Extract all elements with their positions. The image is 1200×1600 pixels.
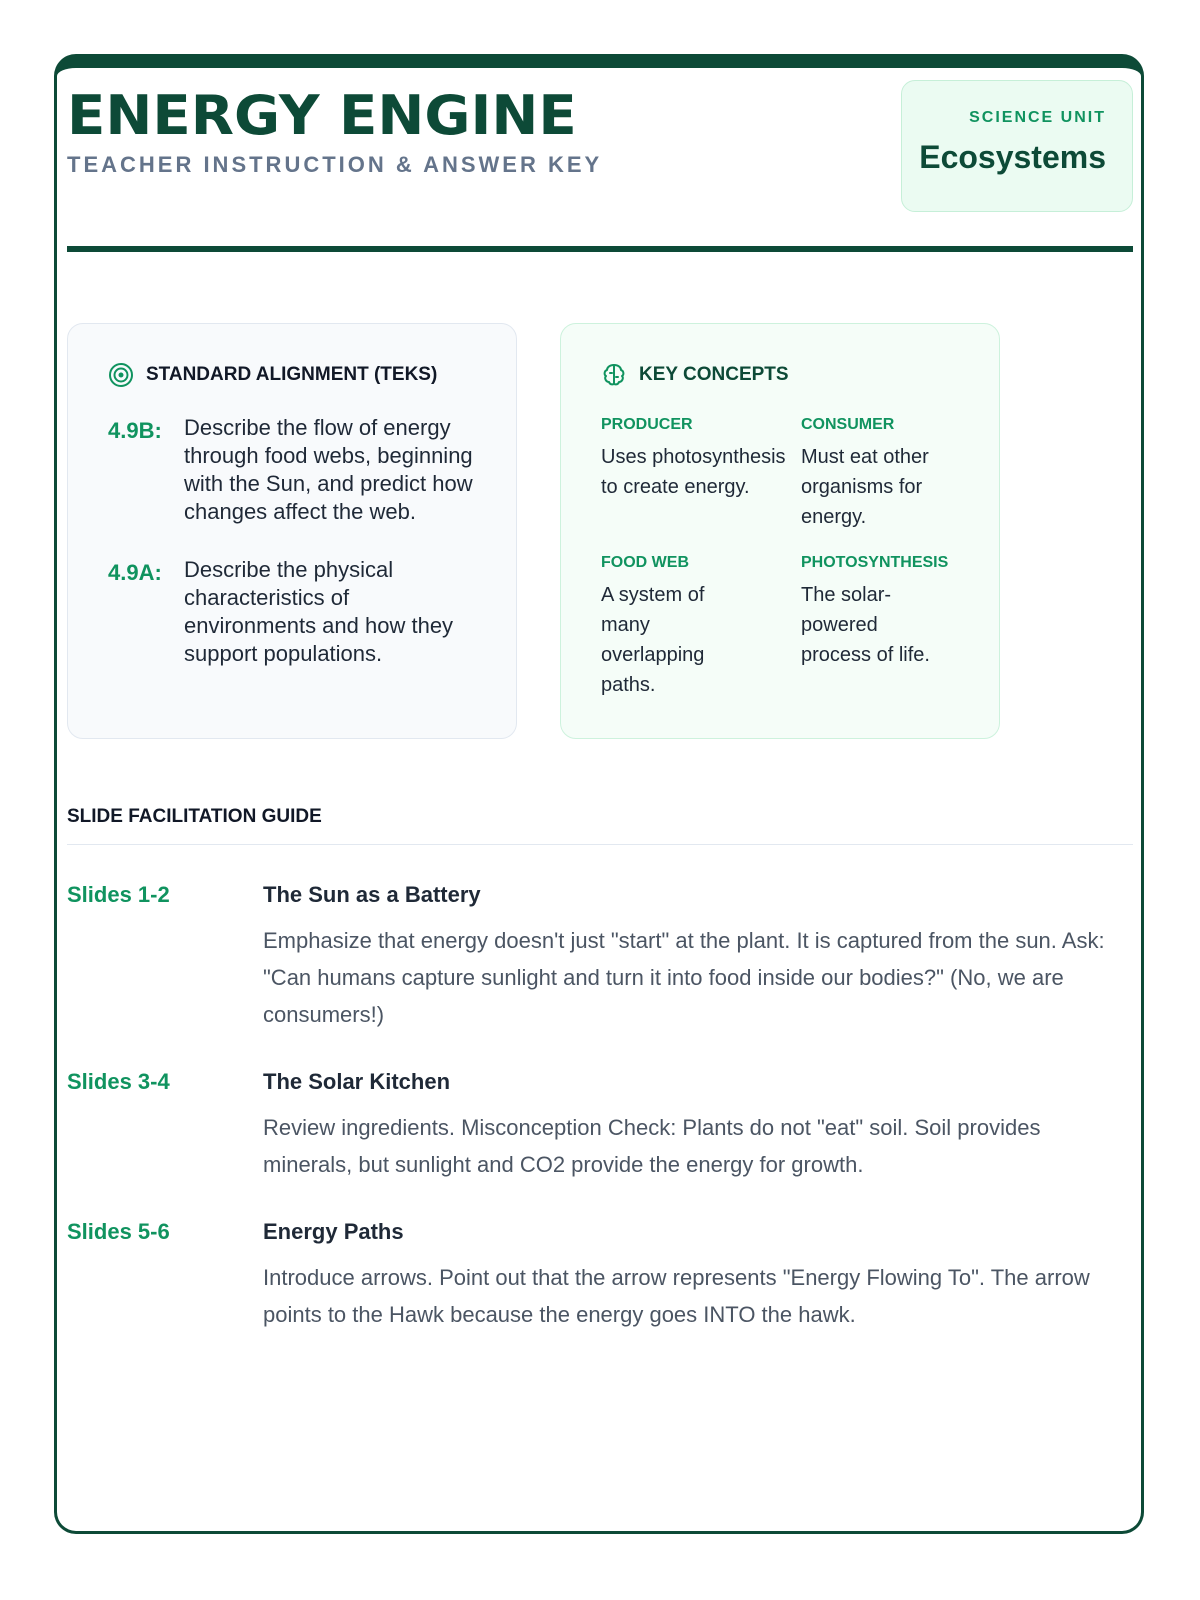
slide-title: Energy Paths (263, 1219, 404, 1244)
standard-text: Describe the flow of energy through food webs, beginning with the Sun, and predict how changes affect the web. (184, 415, 473, 524)
standard-text: Describe the physical characteristics of environments and how they support populations. (184, 557, 454, 666)
key-concepts-box (560, 323, 1000, 739)
concept-definition: Uses photosynthesis to create energy. (601, 446, 786, 498)
standard-item (108, 556, 476, 668)
slide-description: Emphasize that energy doesn't just "start" at the plant. It is captured from the sun. Ask: "Can humans capture sunlight and turn it into food inside our bodies?" (No, we are consumers!) (263, 928, 1105, 1027)
standard-code: 4.9B: (108, 418, 162, 443)
concept-term: PHOTOSYNTHESIS (801, 554, 949, 571)
slide-body (263, 1219, 1133, 1333)
concept-item (601, 554, 801, 700)
guide-divider (67, 844, 1133, 845)
target-icon (108, 362, 134, 388)
standard-alignment-box (67, 323, 517, 739)
key-concepts-title: KEY CONCEPTS (639, 364, 789, 385)
list-item (67, 882, 1133, 1033)
guide-heading: SLIDE FACILITATION GUIDE (67, 806, 322, 827)
concept-term: PRODUCER (601, 416, 693, 433)
brain-icon (601, 362, 627, 388)
page-subtitle: TEACHER INSTRUCTION & ANSWER KEY (67, 152, 603, 177)
concepts-grid (601, 416, 959, 700)
header (67, 84, 603, 178)
slide-description: Review ingredients. Misconception Check: Plants do not "eat" soil. Soil provides minerals, but sunlight and CO2 provide the energy for growth. (263, 1115, 1041, 1177)
concept-term: FOOD WEB (601, 554, 689, 571)
slide-title: The Sun as a Battery (263, 882, 481, 907)
standard-code: 4.9A: (108, 560, 162, 585)
concept-item (801, 416, 981, 532)
unit-name: Ecosystems (919, 139, 1106, 175)
list-item (67, 1069, 1133, 1183)
page-title: ENERGY ENGINE (67, 84, 577, 147)
unit-badge (901, 80, 1133, 212)
concept-item (601, 416, 801, 532)
slide-body (263, 882, 1133, 1033)
concept-definition: A system of many overlapping paths. (601, 584, 705, 696)
concept-definition: Must eat other organisms for energy. (801, 446, 929, 528)
standard-alignment-title: STANDARD ALIGNMENT (TEKS) (146, 364, 438, 385)
concept-term: CONSUMER (801, 416, 895, 433)
standard-item (108, 414, 476, 526)
header-divider (67, 246, 1133, 252)
standard-alignment-heading (108, 362, 476, 388)
key-concepts-heading (601, 362, 959, 388)
concept-item (801, 554, 981, 700)
slide-guide-list (67, 882, 1133, 1369)
unit-label: SCIENCE UNIT (969, 109, 1106, 126)
concept-definition: The solar-powered process of life. (801, 584, 930, 666)
list-item (67, 1219, 1133, 1333)
slide-range: Slides 3-4 (67, 1069, 170, 1094)
slide-body (263, 1069, 1133, 1183)
slide-range: Slides 5-6 (67, 1219, 170, 1244)
slide-title: The Solar Kitchen (263, 1069, 451, 1094)
slide-description: Introduce arrows. Point out that the arrow represents "Energy Flowing To". The arrow points to the Hawk because the energy goes INTO the hawk. (263, 1265, 1090, 1327)
slide-range: Slides 1-2 (67, 882, 170, 907)
